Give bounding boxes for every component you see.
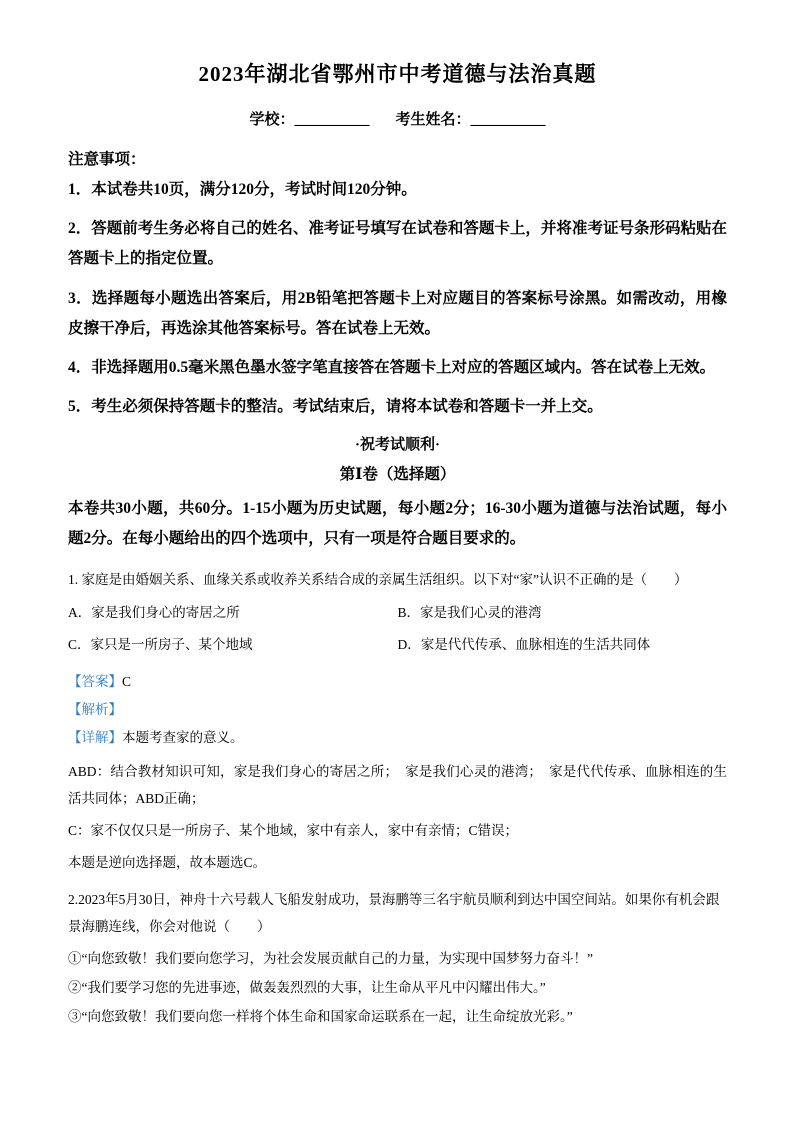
statement-1: ①“向您致敬！我们要向您学习，为社会发展贡献自己的力量，为实现中国梦努力奋斗！” — [68, 950, 593, 966]
analysis-line — [68, 696, 727, 724]
notice-item-2: 2．答题前考生务必将自己的姓名、准考证号填写在试卷和答题卡上，并将准考证号条形码粘贴在答题卡上的指定位置。 — [68, 220, 727, 268]
option-c: C．家只是一所房子、某个地域 — [68, 637, 253, 653]
notice-item-5: 5．考生必须保持答题卡的整洁。考试结束后，请将本试卷和答题卡一并上交。 — [68, 398, 603, 416]
school-blank: __________ — [294, 112, 370, 128]
answer-label: 【答案】 — [68, 673, 122, 689]
section-title: 第Ⅰ卷（选择题） — [339, 465, 456, 483]
statement-3: ③“向您致敬！我们要向您一样将个体生命和国家命运联系在一起，让生命绽放光彩。” — [68, 1008, 573, 1024]
question-1-options — [68, 597, 727, 662]
candidate-name-blank: __________ — [470, 112, 546, 128]
detail-line — [68, 724, 727, 752]
section-intro: 本卷共30小题，共60分。1-15小题为历史试题，每小题2分；16-30小题为道德与法治试题，每小题2分。在每小题给出的四个选项中，只有一项是符合题目要求的。 — [68, 499, 727, 547]
detail-label: 【详解】 — [68, 730, 122, 746]
school-label: 学校： — [249, 112, 295, 128]
question-1-stem: 1. 家庭是由婚姻关系、血缘关系或收养关系结合成的亲属生活组织。以下对“家”认识不正确的是（ ） — [68, 571, 688, 587]
notice-heading: 注意事项： — [68, 151, 146, 168]
question-1 — [68, 566, 727, 876]
answer-value: C — [122, 673, 132, 689]
notice-item-3: 3．选择题每小题选出答案后，用2B铅笔把答题卡上对应题目的答案标号涂黑。如需改动，用橡皮擦干净后，再选涂其他答案标号。答在试卷上无效。 — [68, 289, 727, 337]
explanation-conclusion: 本题是逆向选择题，故本题选C。 — [68, 854, 267, 870]
option-b: B．家是我们心灵的港湾 — [397, 604, 542, 620]
answer-line — [68, 668, 727, 696]
statement-2: ②“我们要学习您的先进事迹，做轰轰烈烈的大事，让生命从平凡中闪耀出伟大。” — [68, 979, 546, 995]
notice-item-4: 4．非选择题用0.5毫米黑色墨水签字笔直接答在答题卡上对应的答题区域内。答在试卷上无效。 — [68, 359, 716, 377]
school-name-line — [68, 108, 727, 129]
question-2 — [68, 886, 727, 1031]
question-2-stem: 2.2023年5月30日，神舟十六号载人飞船发射成功，景海鹏等三名宇航员顺利到达中国空间站。如果你有机会跟景海鹏连线，你会对他说（ ） — [68, 891, 720, 934]
detail-text: 本题考查家的意义。 — [122, 730, 244, 746]
notice-item-1: 1．本试卷共10页，满分120分，考试时间120分钟。 — [68, 181, 417, 198]
candidate-name-label: 考生姓名： — [395, 112, 471, 128]
option-a: A．家是我们身心的寄居之所 — [68, 604, 240, 620]
option-d: D．家是代代传承、血脉相连的生活共同体 — [397, 637, 651, 653]
analysis-label: 【解析】 — [68, 702, 122, 718]
explanation-abd: ABD：结合教材知识可知，家是我们身心的寄居之所； 家是我们心灵的港湾； 家是代代传承、血脉相连的生活共同体；ABD正确； — [68, 763, 727, 806]
explanation-c: C：家不仅仅只是一所房子、某个地域，家中有亲人，家中有亲情；C错误； — [68, 822, 519, 838]
wishes-line: ·祝考试顺利· — [354, 436, 440, 453]
exam-title: 2023年湖北省鄂州市中考道德与法治真题 — [198, 62, 597, 86]
